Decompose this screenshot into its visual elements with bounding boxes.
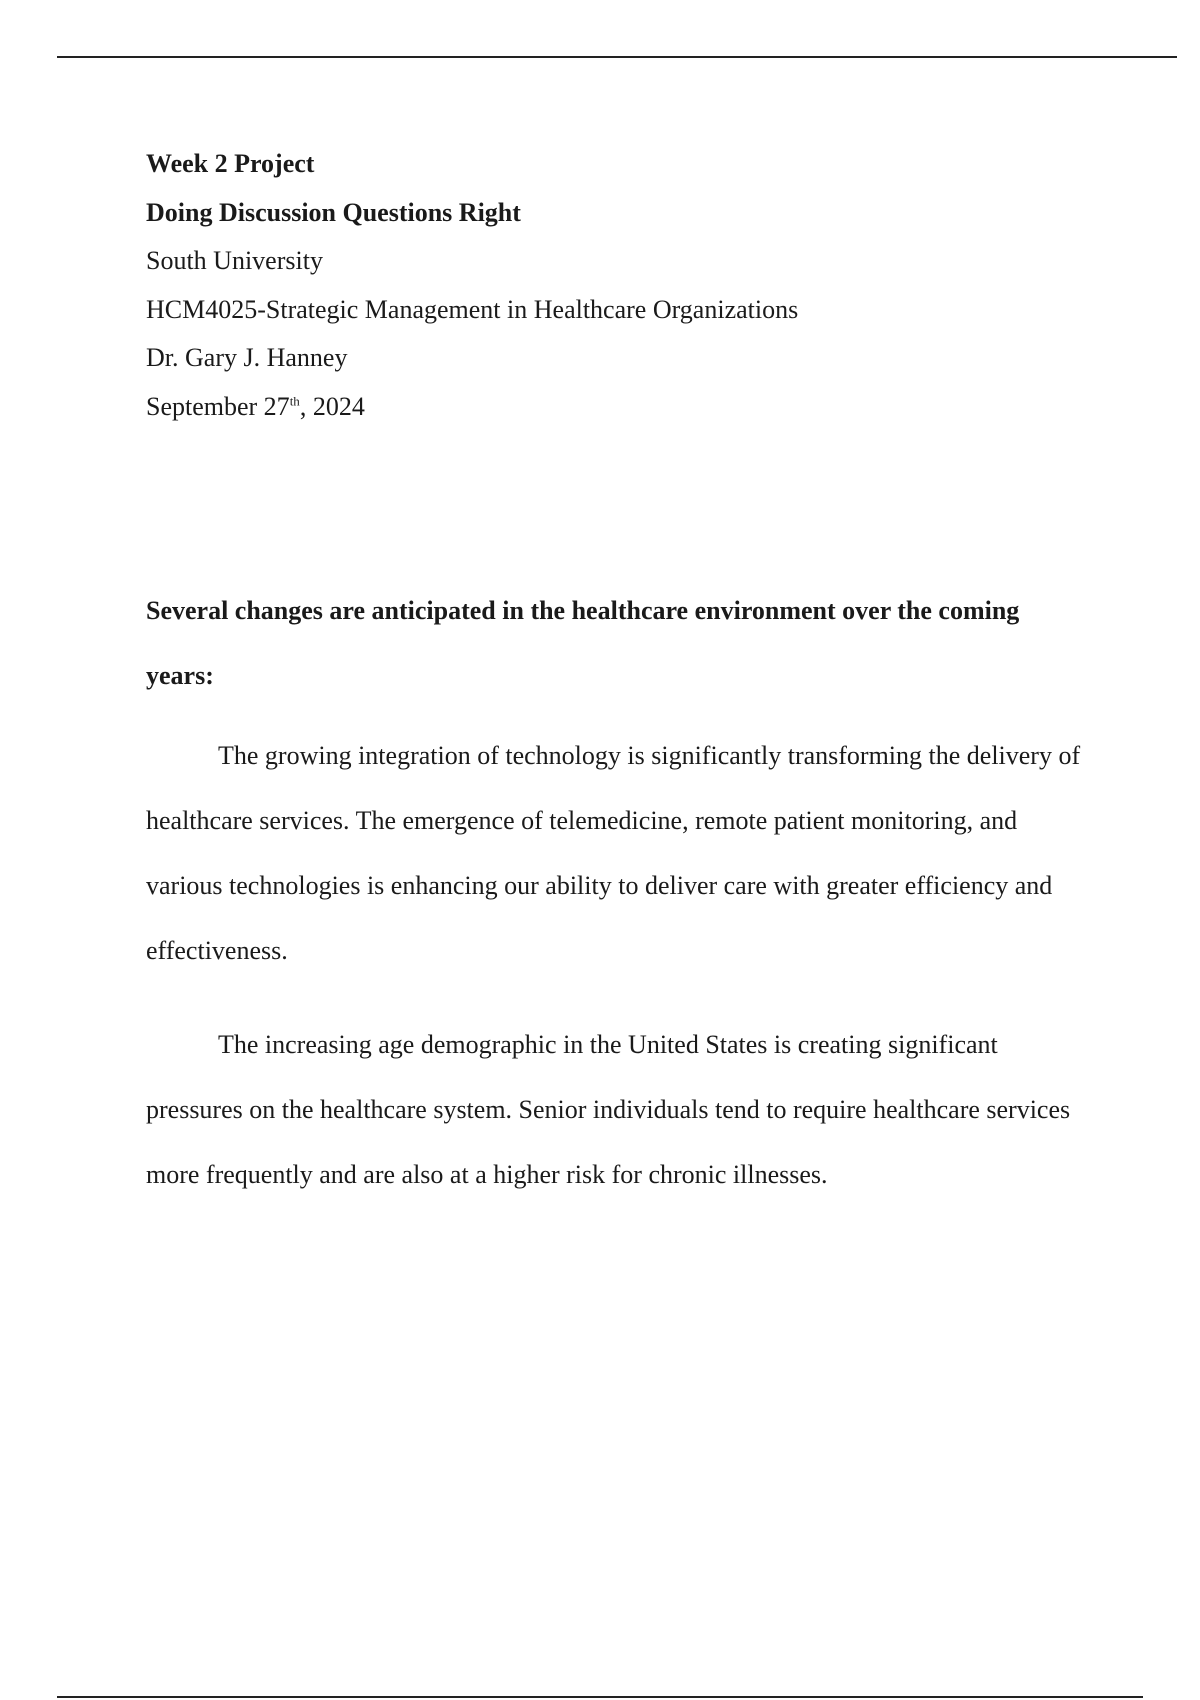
- title-block: [146, 144, 798, 435]
- date-month-day: September 27: [146, 391, 290, 421]
- date-year: , 2024: [299, 391, 365, 421]
- paragraph-aging-population: The increasing age demographic in the United States is creating significant pressures on the healthcare system. Senior individuals tend to require healthcare services more frequently and are also at a higher risk for chronic illnesses.: [146, 1030, 1071, 1189]
- project-subtitle: Doing Discussion Questions Right: [146, 197, 521, 227]
- bottom-divider: [57, 1696, 1143, 1698]
- project-title: Week 2 Project: [146, 149, 315, 178]
- instructor-name: Dr. Gary J. Hanney: [146, 343, 348, 372]
- top-divider: [57, 56, 1177, 58]
- submission-date: [146, 387, 798, 436]
- course-name: HCM4025-Strategic Management in Healthcare Organizations: [146, 294, 799, 324]
- university-name: South University: [146, 246, 323, 275]
- date-ordinal-suffix: th: [289, 392, 300, 408]
- section-heading: Several changes are anticipated in the healthcare environment over the coming years:: [146, 596, 1020, 690]
- paragraph-technology: The growing integration of technology is significantly transforming the delivery of healthcare services. The emergence of telemedicine, remote patient monitoring, and various technologies is enhancing our ability to deliver care with greater efficiency and effectiveness.: [146, 741, 1081, 965]
